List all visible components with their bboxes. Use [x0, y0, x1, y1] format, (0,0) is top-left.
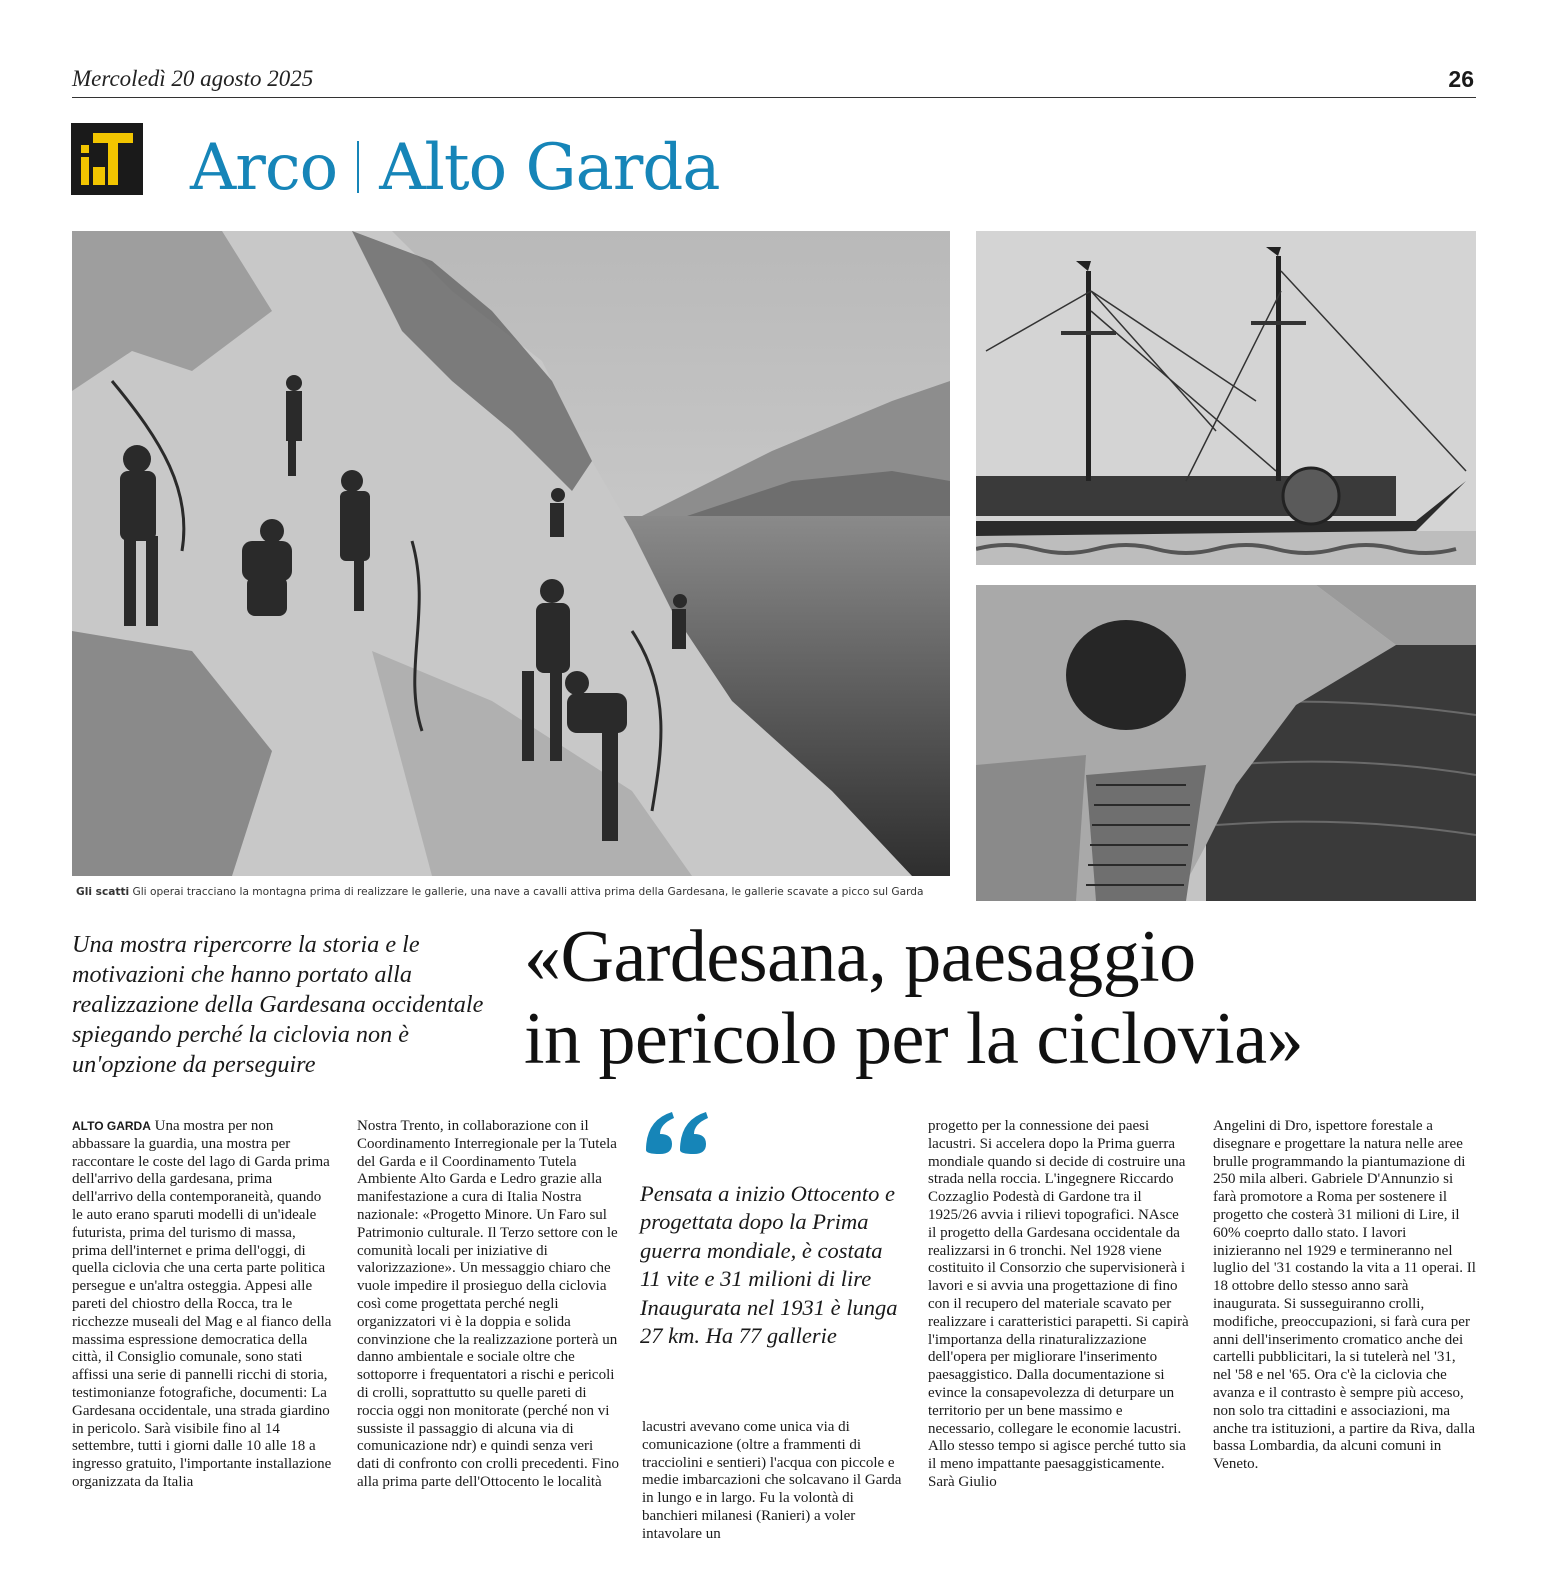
- section-primary: Arco: [190, 131, 338, 205]
- header-rule: [72, 97, 1476, 98]
- photo-gallery-tunnel: [976, 585, 1476, 901]
- article-kicker: Una mostra ripercorre la storia e le motivazioni che hanno portato alla realizzazione della Gardesana occidentale spiegando perché la ciclovia non è un'opzione da perseguire: [72, 931, 484, 1078]
- headline-line-2: in pericolo per la ciclovia»: [524, 998, 1304, 1080]
- issue-date: Mercoledì 20 agosto 2025: [72, 66, 314, 91]
- headline-line-1: «Gardesana, paesaggio: [524, 916, 1196, 998]
- caption-label: Gli scatti: [76, 886, 130, 898]
- photo-workers-cliff: [72, 231, 950, 876]
- section-secondary: Alto Garda: [379, 131, 720, 205]
- article-headline: [524, 916, 1484, 1080]
- article-column-5: Angelini di Dro, ispettore forestale a disegnare e progettare la natura nelle aree brulle programmando la piantumazione di 250 mila alberi. Gabriele D'Annunzio si farà promotore a Roma per sostenere il progetto che costerà 31 milioni di Lire, il 60% coeprto dallo stato. I lavori inizieranno nel 1929 e termineranno nel luglio del '31 costando la vita a 11 operai. Il 18 ottobre dello stesso anno sarà inaugurata. Si susseguiranno crolli, modifiche, preoccupazioni, si farà cura per anni dell'inserimento cromatico anche dei cartelli pubblicitari, la si tutelerà nel '31, nel '58 e nel '65. Ora c'è la ciclovia che avanza e il contrasto è sempre più acceso, non solo tra cittadini e associazioni, ma anche tra istituzioni, a partire da Riva, dalla bassa Lombardia, da alcuni comuni in Veneto.: [1213, 1118, 1476, 1473]
- newspaper-logo: [71, 123, 143, 195]
- article-column-2: Nostra Trento, in collaborazione con il Coordinamento Interregionale per la Tutela del Garda e il Coordinamento Tutela Ambiente Alto Garda e Ledro grazie alla manifestazione a cura di Italia Nostra nazionale: «Progetto Minore. Un Faro sul Patrimonio culturale. Il Terzo settore con le comunità locali per iniziative di valorizzazione». Un messaggio chiaro che vuole impedire il prosieguo della ciclovia così come progettata perché negli organizzatori vi è la doppia e solida convinzione che la realizzazione porterà un danno ambientale e sociale oltre che sottoporre i frequentatori a rischi e pericoli di crolli, soprattutto su quelle pareti di roccia oggi non monitorate (perché non vi sussiste il passaggio di alcuna via di comunicazione ndr) e quindi senza veri dati di confronto con crolli precedenti. Fino alla prima parte dell'Ottocento le località: [357, 1118, 620, 1490]
- section-divider: [357, 141, 359, 193]
- article-column-3: lacustri avevano come unica via di comunicazione (oltre a frammenti di tracciolini e sentieri) l'acqua con piccole e medie imbarcazioni che solcavano il Garda in lungo e in largo. Fu la volontà di banchieri milanesi (Ranieri) a voler intavolare un: [642, 1419, 902, 1542]
- pull-quote: Pensata a inizio Ottocento e progettata dopo la Prima guerra mondiale, è costata 11 vite e 31 milioni di lire Inaugurata nel 1931 è lunga 27 km. Ha 77 gallerie: [640, 1181, 898, 1349]
- article-column-1: [72, 1118, 334, 1492]
- caption-text: Gli operai tracciano la montagna prima di realizzare le gallerie, una nave a cavalli attiva prima della Gardesana, le gallerie scavate a picco sul Garda: [132, 886, 924, 898]
- section-title: [190, 128, 719, 208]
- article-column-4: progetto per la connessione dei paesi lacustri. Si accelera dopo la Prima guerra mondiale quando si decide di costruire una strada nella roccia. L'ingegnere Riccardo Cozzaglio Podestà di Gardone tra il 1925/26 avvia i rilievi topografici. NAsce il progetto della Gardesana occidentale da realizzarsi in 6 tronchi. Nel 1928 viene costituito il Consorzio che supervisionerà i lavori e si avvia una progettazione di fino con il recupero del materiale scavato per realizzare i caratteristici parapetti. Si capirà l'importanza della rinaturalizzazione dell'opera per migliorare l'inserimento paesaggistico. Dalla documentazione si evince la consapevolezza di deturpare un territorio per un bene massimo e necessario, collegare le economie lacustri. Allo stesso tempo si agisce perché tutto sia il meno impattante paesaggisticamente. Sarà Giulio: [928, 1118, 1189, 1490]
- page-number: 26: [1448, 66, 1474, 92]
- photo-steamer-ship: [976, 231, 1476, 565]
- article-dateline: ALTO GARDA: [72, 1119, 151, 1133]
- logo-mark-icon: [71, 123, 143, 195]
- photo-caption: [76, 886, 948, 898]
- quote-mark-icon: [642, 1098, 712, 1158]
- column-1-text: Una mostra per non abbassare la guardia, una mostra per raccontare le coste del lago di Garda prima dell'arrivo della gardesana, prima dell'arrivo della contemporaneità, quando le auto erano sparuti modelli di un'ideale futurista, prima del turismo di massa, prima dell'internet e prima dell'oggi, di quella ciclovia che una certa parte politica persegue e un'altra osteggia. Appesi alle pareti del chiostro della Rocca, tra le ricchezze museali del Mag e al fianco della massima espressione democratica della città, il Consiglio comunale, sono stati affissi una serie di pannelli ricchi di storia, testimonianze fotografiche, documenti: La Gardesana occidentale, una strada giardino in pericolo. Sarà visibile fino al 14 settembre, tutti i giorni dalle 10 alle 18 a ingresso gratuito, l'importante installazione organizzata da Italia: [72, 1118, 332, 1490]
